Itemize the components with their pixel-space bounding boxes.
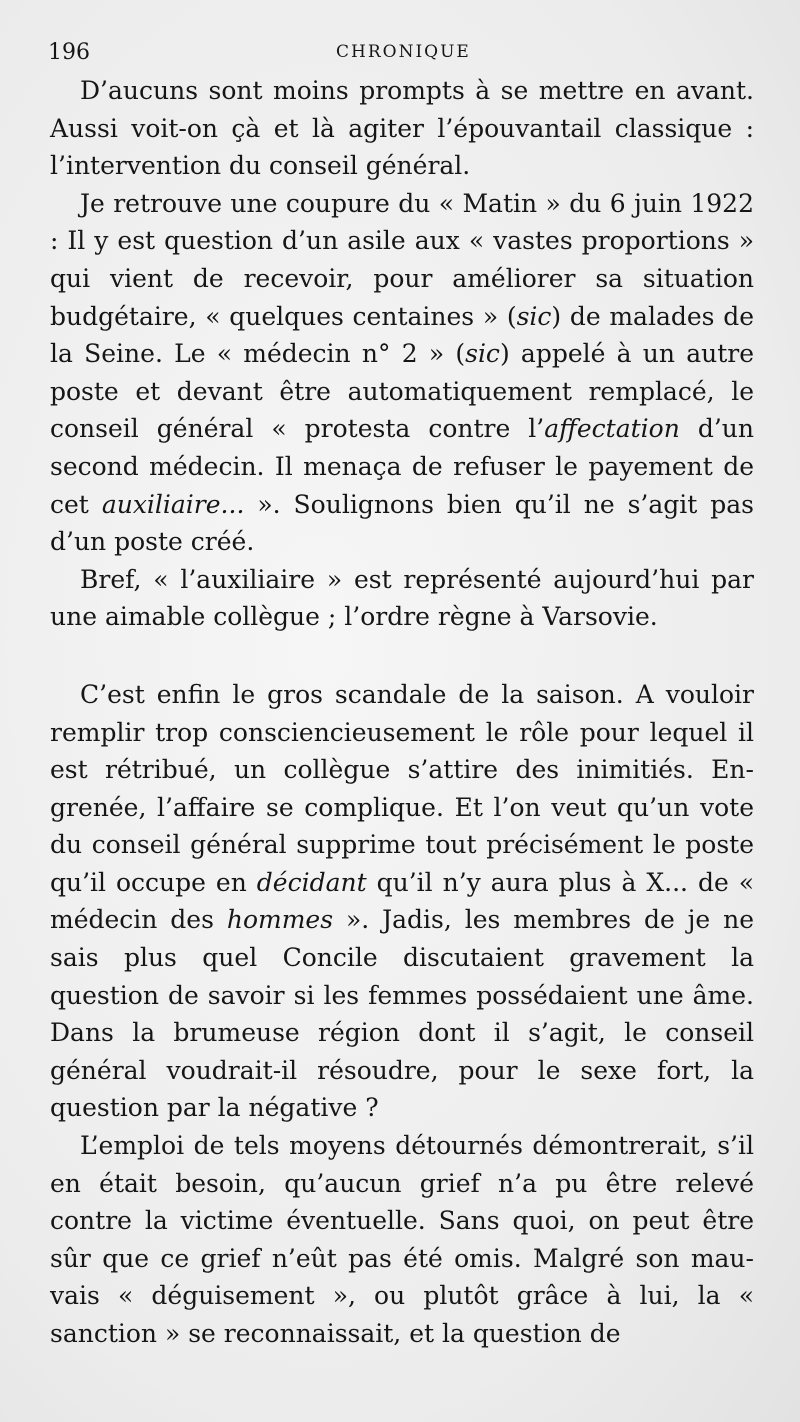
paragraph bbox=[50, 1127, 754, 1353]
italic-text: hommes bbox=[226, 905, 334, 935]
text-run: Je retrouve une coupure du « Matin » du 6 juin 1922 : Il y est question d’un asile aux « vastes proportions » qui vient de recevoir, pour améliorer sa situation budgétaire, « quelques centaines » ( bbox=[50, 188, 754, 331]
body-text bbox=[50, 72, 754, 1353]
paragraph bbox=[50, 185, 754, 561]
text-run: d’un second médecin. Il menaça de refuser le payement de cet bbox=[50, 414, 754, 519]
text-run: ) appelé à un autre poste et devant être automatiquement remplacé, le conseil général « protesta contre l’ bbox=[50, 339, 754, 444]
italic-text: auxiliaire... bbox=[101, 489, 245, 519]
running-head bbox=[50, 36, 754, 72]
text-run: qu’il n’y aura plus à X... de « médecin des bbox=[50, 867, 755, 935]
text-run: ». Jadis, les membres de je ne sais plus quel Concile discutaient gravement la question de savoir si les femmes possédaient une âme. Dans la brumeuse région dont il s’agit, le conseil général voudrait-il résoudre, pour le sexe fort, la question par la négative ? bbox=[50, 905, 754, 1123]
text-run: ) de malades de la Seine. Le « médecin n° 2 » ( bbox=[50, 301, 754, 369]
italic-text: sic bbox=[465, 339, 500, 369]
section-break bbox=[50, 636, 754, 676]
page-number: 196 bbox=[48, 40, 90, 65]
italic-text: sic bbox=[516, 301, 552, 331]
text-run: ». Soulignons bien qu’il ne s’agit pas d’un poste créé. bbox=[50, 489, 754, 557]
paragraph bbox=[50, 561, 754, 636]
italic-text: affectation bbox=[544, 414, 680, 444]
text-run: C’est enfin le gros scandale de la saison. A vouloir remplir trop consciencieusement le rôle pour lequel il est rétribué, un collègue s’attire des inimitiés. Engrenée, l’affaire se complique. Et l’on veut qu’un vote du conseil général supprime tout précisément le poste qu’il occupe en bbox=[50, 679, 754, 897]
text-run: Bref, « l’auxiliaire » est représenté aujourd’hui par une aimable collègue ; l’ordre règne à Varsovie. bbox=[50, 564, 754, 632]
paragraph bbox=[50, 72, 754, 185]
running-title: CHRONIQUE bbox=[336, 42, 471, 62]
text-run: D’aucuns sont moins prompts à se mettre en avant. Aussi voit-on çà et là agiter l’épouvantail classique : l’intervention du conseil général. bbox=[50, 76, 754, 181]
paragraph bbox=[50, 676, 754, 1127]
text-run: L’emploi de tels moyens détournés démontrerait, s’il en était besoin, qu’aucun grief n’a pu être relevé contre la victime éventuelle. Sans quoi, on peut être sûr que ce grief n’eût pas été omis. Malgré son mauvais « déguisement », ou plutôt grâce à lui, la « sanction » se reconnaissait, et la question de bbox=[50, 1131, 754, 1348]
italic-text: décidant bbox=[256, 867, 367, 897]
